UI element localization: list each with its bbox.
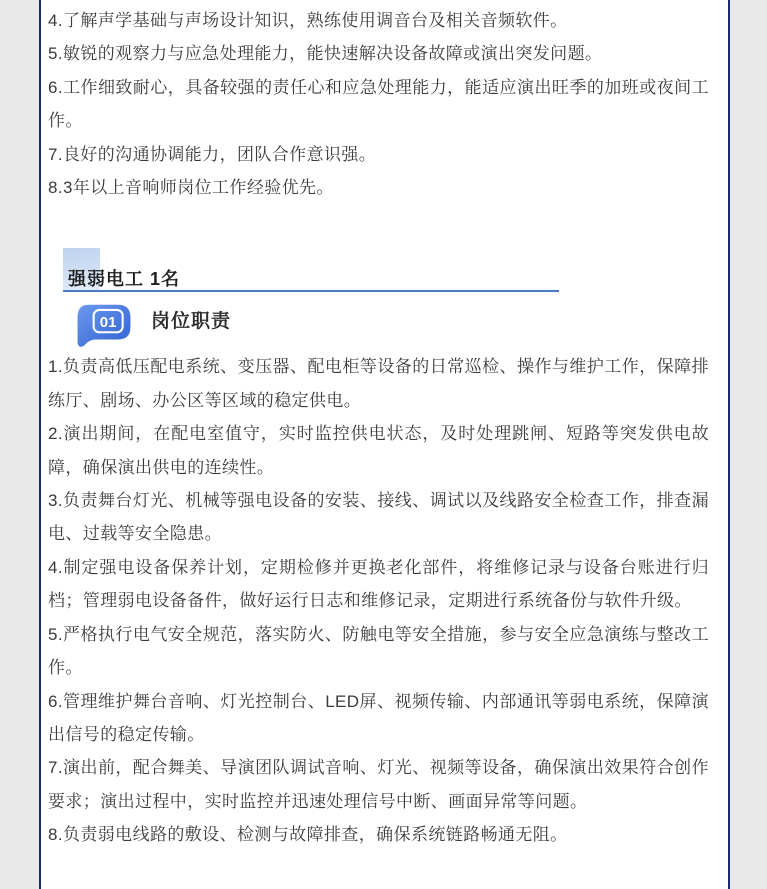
article-sheet [39,0,730,889]
duty-item: 2.演出期间，在配电室值守，实时监控供电状态，及时处理跳闸、短路等突发供电故障，确保演出供电的连续性。 [48,424,709,477]
duty-item: 5.严格执行电气安全规范，落实防火、防触电等安全措施，参与安全应急演练与整改工作。 [48,624,709,678]
requirement-item: 8.3年以上音响师岗位工作经验优先。 [48,178,334,198]
requirement-item: 6.工作细致耐心，具备较强的责任心和应急处理能力，能适应演出旺季的加班或夜间工作。 [48,77,709,131]
duties-list [48,350,709,851]
section-number: 01 [99,314,117,332]
section-heading: 岗位职责 [151,311,232,333]
electrician-job-section [48,248,709,851]
duty-item: 7.演出前，配合舞美、导演团队调试音响、灯光、视频等设备，确保演出效果符合创作要求；演出过程中，实时监控并迅速处理信号中断、画面异常等问题。 [48,758,709,811]
title-underline [63,290,559,292]
section-number-badge-icon [76,303,132,347]
requirement-item: 5.敏锐的观察力与应急处理能力，能快速解决设备故障或演出突发问题。 [48,44,603,64]
requirements-list-continued [48,4,709,204]
duty-item: 4.制定强电设备保养计划，定期检修并更换老化部件，将维修记录与设备台账进行归档；管理弱电设备备件，做好运行日志和维修记录，定期进行系统备份与软件升级。 [48,557,709,611]
duty-item: 1.负责高低压配电系统、变压器、配电柜等设备的日常巡检、操作与维护工作，保障排练厅、剧场、办公区等区域的稳定供电。 [48,357,709,410]
requirement-item: 4.了解声学基础与声场设计知识，熟练使用调音台及相关音频软件。 [48,11,568,30]
duty-item: 8.负责弱电线路的敷设、检测与故障排查，确保系统链路畅通无阻。 [48,825,568,845]
section-heading-row [76,303,709,347]
requirement-item: 7.良好的沟通协调能力，团队合作意识强。 [48,144,377,164]
duty-item: 3.负责舞台灯光、机械等强电设备的安装、接线、调试以及线路安全检查工作，排查漏电、过载等安全隐患。 [48,491,709,544]
duty-item: 6.管理维护舞台音响、灯光控制台、LED屏、视频传输、内部通讯等弱电系统，保障演出信号的稳定传输。 [48,691,709,744]
job-header [63,248,709,347]
job-title: 强弱电工 1名 [68,269,181,290]
